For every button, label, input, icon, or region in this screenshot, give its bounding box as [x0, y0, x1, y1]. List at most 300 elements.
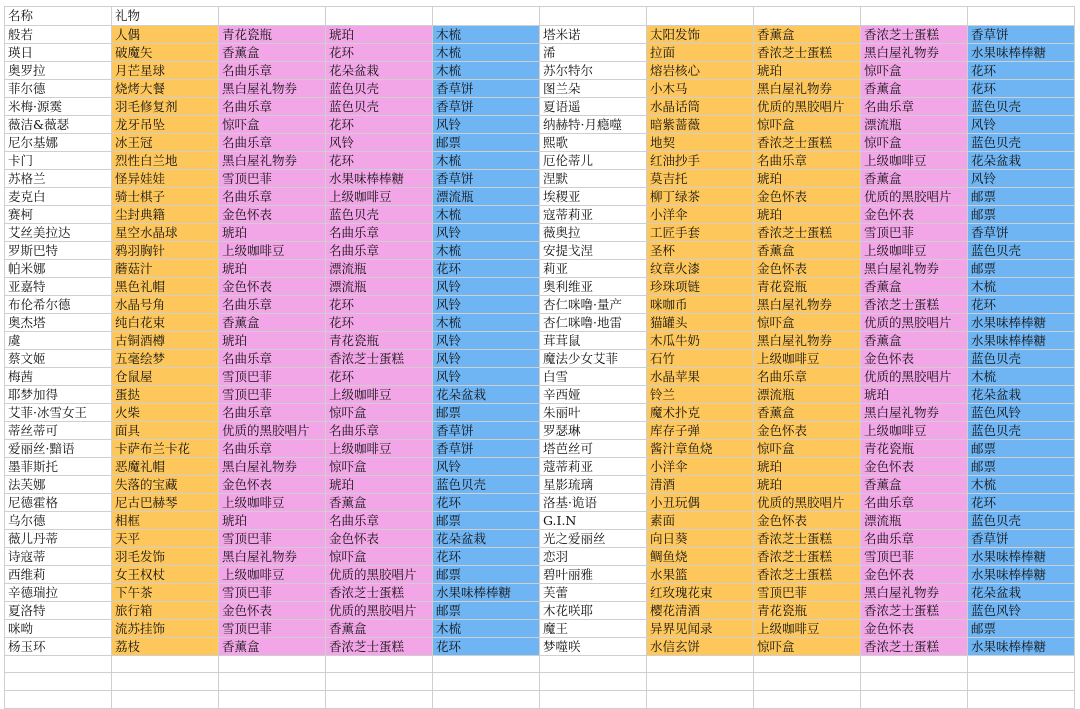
- table-cell[interactable]: 红油抄手: [647, 151, 754, 169]
- empty-cell[interactable]: [647, 673, 754, 691]
- table-cell[interactable]: 雪顶巴菲: [219, 385, 326, 403]
- table-cell[interactable]: 蘑菇汁: [112, 259, 219, 277]
- table-cell[interactable]: 上级咖啡豆: [861, 421, 968, 439]
- table-cell[interactable]: 香浓芝士蛋糕: [754, 43, 861, 61]
- table-cell[interactable]: 石竹: [647, 349, 754, 367]
- table-cell[interactable]: 香浓芝士蛋糕: [754, 547, 861, 565]
- table-cell[interactable]: 金色怀表: [861, 619, 968, 637]
- table-cell[interactable]: 邮票: [433, 511, 540, 529]
- table-cell[interactable]: 墨菲斯托: [5, 457, 112, 475]
- table-cell[interactable]: 莉亚: [540, 259, 647, 277]
- empty-cell[interactable]: [754, 673, 861, 691]
- table-cell[interactable]: 雪顶巴菲: [219, 367, 326, 385]
- empty-cell[interactable]: [112, 691, 219, 709]
- table-cell[interactable]: 上级咖啡豆: [219, 241, 326, 259]
- table-cell[interactable]: 火柴: [112, 403, 219, 421]
- table-cell[interactable]: 卡萨布兰卡花: [112, 439, 219, 457]
- table-cell[interactable]: 夏语遥: [540, 97, 647, 115]
- table-cell[interactable]: 花朵盆栽: [968, 583, 1075, 601]
- table-cell[interactable]: 尼古巴赫琴: [112, 493, 219, 511]
- table-cell[interactable]: 梅茜: [5, 367, 112, 385]
- table-cell[interactable]: 黑白屋礼物券: [861, 403, 968, 421]
- table-cell[interactable]: 失落的宝藏: [112, 475, 219, 493]
- table-cell[interactable]: 木梳: [433, 61, 540, 79]
- table-cell[interactable]: 优质的黑胶唱片: [326, 601, 433, 619]
- table-cell[interactable]: 蓝色贝壳: [326, 205, 433, 223]
- table-cell[interactable]: 木梳: [433, 313, 540, 331]
- header-cell[interactable]: [754, 7, 861, 26]
- table-cell[interactable]: 蓝色风铃: [968, 601, 1075, 619]
- table-cell[interactable]: 金色怀表: [754, 511, 861, 529]
- table-cell[interactable]: 米梅·源霙: [5, 97, 112, 115]
- table-cell[interactable]: 魔术扑克: [647, 403, 754, 421]
- table-cell[interactable]: 花环: [433, 547, 540, 565]
- table-cell[interactable]: 蓝色贝壳: [433, 475, 540, 493]
- table-cell[interactable]: 黑白屋礼物券: [219, 79, 326, 97]
- table-cell[interactable]: 名曲乐章: [326, 241, 433, 259]
- table-cell[interactable]: 樱花清酒: [647, 601, 754, 619]
- table-cell[interactable]: 香草饼: [433, 79, 540, 97]
- table-cell[interactable]: 暗紫蔷薇: [647, 115, 754, 133]
- table-cell[interactable]: 琥珀: [754, 457, 861, 475]
- table-cell[interactable]: 香薰盒: [861, 169, 968, 187]
- table-cell[interactable]: 麦克白: [5, 187, 112, 205]
- table-cell[interactable]: 琥珀: [219, 331, 326, 349]
- table-cell[interactable]: 塔芭丝可: [540, 439, 647, 457]
- table-cell[interactable]: 苏格兰: [5, 169, 112, 187]
- table-cell[interactable]: 香浓芝士蛋糕: [861, 25, 968, 43]
- table-cell[interactable]: 花朵盆栽: [433, 529, 540, 547]
- table-cell[interactable]: 上级咖啡豆: [219, 565, 326, 583]
- table-cell[interactable]: 名曲乐章: [219, 349, 326, 367]
- table-cell[interactable]: 寇蒂莉亚: [540, 205, 647, 223]
- empty-cell[interactable]: [647, 655, 754, 673]
- table-cell[interactable]: 香薰盒: [219, 313, 326, 331]
- table-cell[interactable]: 蔡文姬: [5, 349, 112, 367]
- table-cell[interactable]: 杏仁咪噜·量产: [540, 295, 647, 313]
- table-cell[interactable]: 花朵盆栽: [968, 151, 1075, 169]
- table-cell[interactable]: 罗瑟琳: [540, 421, 647, 439]
- table-cell[interactable]: 黑白屋礼物券: [754, 331, 861, 349]
- table-cell[interactable]: 香薰盒: [754, 25, 861, 43]
- table-cell[interactable]: 冰王冠: [112, 133, 219, 151]
- table-cell[interactable]: 般若: [5, 25, 112, 43]
- table-cell[interactable]: 惊吓盒: [754, 637, 861, 655]
- table-cell[interactable]: 香薰盒: [754, 241, 861, 259]
- table-cell[interactable]: 琥珀: [754, 205, 861, 223]
- table-cell[interactable]: 库存子弹: [647, 421, 754, 439]
- table-cell[interactable]: 涅默: [540, 169, 647, 187]
- table-cell[interactable]: 破魔矢: [112, 43, 219, 61]
- header-cell[interactable]: [861, 7, 968, 26]
- table-cell[interactable]: 水果味棒棒糖: [968, 565, 1075, 583]
- table-cell[interactable]: 香浓芝士蛋糕: [326, 349, 433, 367]
- table-cell[interactable]: 菲尔德: [5, 79, 112, 97]
- table-cell[interactable]: 优质的黑胶唱片: [861, 313, 968, 331]
- table-cell[interactable]: 西维莉: [5, 565, 112, 583]
- table-cell[interactable]: 面具: [112, 421, 219, 439]
- empty-cell[interactable]: [861, 655, 968, 673]
- table-cell[interactable]: 香薰盒: [754, 403, 861, 421]
- table-cell[interactable]: 雪顶巴菲: [861, 547, 968, 565]
- table-cell[interactable]: 金色怀表: [219, 277, 326, 295]
- table-cell[interactable]: 邮票: [433, 565, 540, 583]
- table-cell[interactable]: 花朵盆栽: [326, 61, 433, 79]
- table-cell[interactable]: 水晶号角: [112, 295, 219, 313]
- table-cell[interactable]: 香草饼: [968, 25, 1075, 43]
- table-cell[interactable]: 黑白屋礼物券: [861, 259, 968, 277]
- header-cell[interactable]: [647, 7, 754, 26]
- table-cell[interactable]: 花环: [433, 259, 540, 277]
- table-cell[interactable]: 水晶话筒: [647, 97, 754, 115]
- table-cell[interactable]: 乌尔德: [5, 511, 112, 529]
- table-cell[interactable]: 水果味棒棒糖: [968, 43, 1075, 61]
- table-cell[interactable]: 漂流瓶: [326, 259, 433, 277]
- table-cell[interactable]: 木梳: [968, 475, 1075, 493]
- table-cell[interactable]: 优质的黑胶唱片: [219, 421, 326, 439]
- table-cell[interactable]: 奥杰塔: [5, 313, 112, 331]
- table-cell[interactable]: 邮票: [968, 439, 1075, 457]
- table-cell[interactable]: 卡门: [5, 151, 112, 169]
- table-cell[interactable]: 香草饼: [433, 421, 540, 439]
- table-cell[interactable]: 黑白屋礼物券: [861, 43, 968, 61]
- table-cell[interactable]: 木瓜牛奶: [647, 331, 754, 349]
- table-cell[interactable]: 琥珀: [326, 25, 433, 43]
- table-cell[interactable]: 名曲乐章: [861, 529, 968, 547]
- table-cell[interactable]: 咪呦: [5, 619, 112, 637]
- table-cell[interactable]: 纹章火漆: [647, 259, 754, 277]
- table-cell[interactable]: 雪顶巴菲: [219, 169, 326, 187]
- table-cell[interactable]: 莫吉托: [647, 169, 754, 187]
- table-cell[interactable]: 琥珀: [861, 385, 968, 403]
- table-cell[interactable]: 惊吓盒: [326, 403, 433, 421]
- table-cell[interactable]: 名曲乐章: [219, 97, 326, 115]
- table-cell[interactable]: 邮票: [968, 187, 1075, 205]
- table-cell[interactable]: 圣杯: [647, 241, 754, 259]
- table-cell[interactable]: 香浓芝士蛋糕: [861, 295, 968, 313]
- table-cell[interactable]: 金色怀表: [754, 187, 861, 205]
- table-cell[interactable]: 木梳: [433, 151, 540, 169]
- table-cell[interactable]: 布伦希尔德: [5, 295, 112, 313]
- table-cell[interactable]: 古铜酒樽: [112, 331, 219, 349]
- table-cell[interactable]: 木梳: [968, 367, 1075, 385]
- table-cell[interactable]: 咪咖币: [647, 295, 754, 313]
- table-cell[interactable]: 鲷鱼烧: [647, 547, 754, 565]
- header-cell[interactable]: [219, 7, 326, 26]
- table-cell[interactable]: 雪顶巴菲: [754, 583, 861, 601]
- table-cell[interactable]: 罗斯巴特: [5, 241, 112, 259]
- empty-cell[interactable]: [754, 691, 861, 709]
- table-cell[interactable]: 邮票: [433, 601, 540, 619]
- empty-cell[interactable]: [861, 691, 968, 709]
- table-cell[interactable]: 蒂丝蒂可: [5, 421, 112, 439]
- empty-cell[interactable]: [647, 691, 754, 709]
- table-cell[interactable]: 蓝色贝壳: [968, 241, 1075, 259]
- table-cell[interactable]: 光之爱丽丝: [540, 529, 647, 547]
- empty-cell[interactable]: [219, 655, 326, 673]
- table-cell[interactable]: 花朵盆栽: [968, 385, 1075, 403]
- table-cell[interactable]: 埃稷亚: [540, 187, 647, 205]
- table-cell[interactable]: 旅行箱: [112, 601, 219, 619]
- table-cell[interactable]: 帕米娜: [5, 259, 112, 277]
- table-cell[interactable]: 花环: [326, 151, 433, 169]
- table-cell[interactable]: 厄伦蒂儿: [540, 151, 647, 169]
- table-cell[interactable]: 素面: [647, 511, 754, 529]
- table-cell[interactable]: 黑白屋礼物券: [219, 457, 326, 475]
- table-cell[interactable]: 诗寇蒂: [5, 547, 112, 565]
- table-cell[interactable]: 香薰盒: [326, 493, 433, 511]
- table-cell[interactable]: 香草饼: [968, 223, 1075, 241]
- table-cell[interactable]: 小洋伞: [647, 457, 754, 475]
- table-cell[interactable]: 辛德瑞拉: [5, 583, 112, 601]
- table-cell[interactable]: 仓鼠屋: [112, 367, 219, 385]
- table-cell[interactable]: 荔枝: [112, 637, 219, 655]
- table-cell[interactable]: 蓝色贝壳: [326, 97, 433, 115]
- table-cell[interactable]: 水果味棒棒糖: [968, 637, 1075, 655]
- table-cell[interactable]: 花环: [968, 79, 1075, 97]
- table-cell[interactable]: 烈性白兰地: [112, 151, 219, 169]
- table-cell[interactable]: 尼尔基娜: [5, 133, 112, 151]
- table-cell[interactable]: 羽毛修复剂: [112, 97, 219, 115]
- table-cell[interactable]: 恶魔礼帽: [112, 457, 219, 475]
- table-cell[interactable]: 香浓芝士蛋糕: [326, 583, 433, 601]
- table-cell[interactable]: 黑白屋礼物券: [219, 151, 326, 169]
- table-cell[interactable]: 花环: [326, 313, 433, 331]
- table-cell[interactable]: 太阳发饰: [647, 25, 754, 43]
- table-cell[interactable]: 熙歌: [540, 133, 647, 151]
- table-cell[interactable]: 人偶: [112, 25, 219, 43]
- table-cell[interactable]: 异界见闻录: [647, 619, 754, 637]
- table-cell[interactable]: 猫罐头: [647, 313, 754, 331]
- table-cell[interactable]: 梦噬咲: [540, 637, 647, 655]
- table-cell[interactable]: 琥珀: [754, 169, 861, 187]
- table-cell[interactable]: 青花瓷瓶: [754, 601, 861, 619]
- header-cell[interactable]: [326, 7, 433, 26]
- table-cell[interactable]: 惊吓盒: [754, 313, 861, 331]
- table-cell[interactable]: 金色怀表: [861, 205, 968, 223]
- table-cell[interactable]: 龙牙吊坠: [112, 115, 219, 133]
- table-cell[interactable]: 邮票: [968, 259, 1075, 277]
- table-cell[interactable]: 艾菲·冰雪女王: [5, 403, 112, 421]
- table-cell[interactable]: 奥罗拉: [5, 61, 112, 79]
- table-cell[interactable]: 洛基·诡语: [540, 493, 647, 511]
- empty-cell[interactable]: [968, 655, 1075, 673]
- table-cell[interactable]: 琥珀: [219, 223, 326, 241]
- table-cell[interactable]: 小木马: [647, 79, 754, 97]
- empty-cell[interactable]: [219, 691, 326, 709]
- table-cell[interactable]: 惊吓盒: [861, 133, 968, 151]
- table-cell[interactable]: 纳赫特·月瘾噬: [540, 115, 647, 133]
- table-cell[interactable]: 优质的黑胶唱片: [754, 97, 861, 115]
- table-cell[interactable]: 雪顶巴菲: [219, 583, 326, 601]
- table-cell[interactable]: 香浓芝士蛋糕: [861, 637, 968, 655]
- table-cell[interactable]: 漂流瓶: [861, 511, 968, 529]
- table-cell[interactable]: 木梳: [433, 619, 540, 637]
- table-cell[interactable]: 水果篮: [647, 565, 754, 583]
- table-cell[interactable]: 木花咲耶: [540, 601, 647, 619]
- table-cell[interactable]: 木梳: [433, 43, 540, 61]
- table-cell[interactable]: 黑白屋礼物券: [219, 547, 326, 565]
- table-cell[interactable]: 名曲乐章: [326, 223, 433, 241]
- table-cell[interactable]: 惊吓盒: [326, 547, 433, 565]
- table-cell[interactable]: 酱汁章鱼烧: [647, 439, 754, 457]
- table-cell[interactable]: 熔岩核心: [647, 61, 754, 79]
- table-cell[interactable]: 名曲乐章: [219, 403, 326, 421]
- table-cell[interactable]: 夏洛特: [5, 601, 112, 619]
- table-cell[interactable]: 漂流瓶: [861, 115, 968, 133]
- table-cell[interactable]: 蛋挞: [112, 385, 219, 403]
- table-cell[interactable]: 雪顶巴菲: [861, 223, 968, 241]
- table-cell[interactable]: 琥珀: [754, 61, 861, 79]
- table-cell[interactable]: 尘封典籍: [112, 205, 219, 223]
- table-cell[interactable]: 虞: [5, 331, 112, 349]
- table-cell[interactable]: 风铃: [433, 349, 540, 367]
- table-cell[interactable]: 花环: [326, 295, 433, 313]
- table-cell[interactable]: 图兰朵: [540, 79, 647, 97]
- table-cell[interactable]: 辛西娅: [540, 385, 647, 403]
- table-cell[interactable]: 优质的黑胶唱片: [861, 187, 968, 205]
- table-cell[interactable]: 琥珀: [326, 475, 433, 493]
- header-cell[interactable]: 礼物: [112, 7, 219, 26]
- table-cell[interactable]: 女王权杖: [112, 565, 219, 583]
- table-cell[interactable]: 香浓芝士蛋糕: [754, 223, 861, 241]
- table-cell[interactable]: 蓝色贝壳: [968, 511, 1075, 529]
- table-cell[interactable]: 金色怀表: [326, 529, 433, 547]
- table-cell[interactable]: 蓝色贝壳: [968, 133, 1075, 151]
- table-cell[interactable]: 金色怀表: [219, 205, 326, 223]
- table-cell[interactable]: 薇儿丹蒂: [5, 529, 112, 547]
- table-cell[interactable]: 香薰盒: [861, 331, 968, 349]
- empty-cell[interactable]: [540, 673, 647, 691]
- table-cell[interactable]: 浠: [540, 43, 647, 61]
- table-cell[interactable]: 邮票: [968, 619, 1075, 637]
- table-cell[interactable]: 苏尔特尔: [540, 61, 647, 79]
- header-cell[interactable]: [540, 7, 647, 26]
- table-cell[interactable]: 雪顶巴菲: [219, 619, 326, 637]
- empty-cell[interactable]: [112, 673, 219, 691]
- table-cell[interactable]: 纯白花束: [112, 313, 219, 331]
- empty-cell[interactable]: [326, 655, 433, 673]
- table-cell[interactable]: 白雪: [540, 367, 647, 385]
- table-cell[interactable]: 青花瓷瓶: [219, 25, 326, 43]
- table-cell[interactable]: 薇奥拉: [540, 223, 647, 241]
- table-cell[interactable]: 上级咖啡豆: [326, 439, 433, 457]
- table-cell[interactable]: 水果味棒棒糖: [968, 547, 1075, 565]
- table-cell[interactable]: 杏仁咪噜·地雷: [540, 313, 647, 331]
- table-cell[interactable]: 木梳: [433, 25, 540, 43]
- table-cell[interactable]: 黑白屋礼物券: [861, 583, 968, 601]
- table-cell[interactable]: 香浓芝士蛋糕: [326, 637, 433, 655]
- table-cell[interactable]: 水果味棒棒糖: [968, 331, 1075, 349]
- table-cell[interactable]: 柳丁绿茶: [647, 187, 754, 205]
- table-cell[interactable]: 木梳: [968, 277, 1075, 295]
- table-cell[interactable]: 花环: [326, 115, 433, 133]
- table-cell[interactable]: 向日葵: [647, 529, 754, 547]
- table-cell[interactable]: 金色怀表: [861, 565, 968, 583]
- table-cell[interactable]: 怪异娃娃: [112, 169, 219, 187]
- table-cell[interactable]: 香薰盒: [326, 619, 433, 637]
- empty-cell[interactable]: [326, 673, 433, 691]
- table-cell[interactable]: 月芒星球: [112, 61, 219, 79]
- table-cell[interactable]: 上级咖啡豆: [219, 493, 326, 511]
- table-cell[interactable]: 优质的黑胶唱片: [754, 493, 861, 511]
- table-cell[interactable]: 香薰盒: [861, 475, 968, 493]
- table-cell[interactable]: 香薰盒: [219, 43, 326, 61]
- table-cell[interactable]: 艾丝美拉达: [5, 223, 112, 241]
- table-cell[interactable]: 香草饼: [433, 97, 540, 115]
- table-cell[interactable]: 茸茸鼠: [540, 331, 647, 349]
- table-cell[interactable]: 黑白屋礼物券: [754, 79, 861, 97]
- table-cell[interactable]: 金色怀表: [861, 457, 968, 475]
- header-cell[interactable]: [968, 7, 1075, 26]
- table-cell[interactable]: 塔米诺: [540, 25, 647, 43]
- table-cell[interactable]: 蓝色贝壳: [968, 97, 1075, 115]
- table-cell[interactable]: 地契: [647, 133, 754, 151]
- table-cell[interactable]: 金色怀表: [861, 349, 968, 367]
- table-cell[interactable]: 拉面: [647, 43, 754, 61]
- table-cell[interactable]: 奥利维亚: [540, 277, 647, 295]
- table-cell[interactable]: 木梳: [433, 205, 540, 223]
- table-cell[interactable]: 水果味棒棒糖: [433, 583, 540, 601]
- table-cell[interactable]: 天平: [112, 529, 219, 547]
- empty-cell[interactable]: [968, 691, 1075, 709]
- table-cell[interactable]: 法芙娜: [5, 475, 112, 493]
- table-cell[interactable]: 蓝色贝壳: [968, 349, 1075, 367]
- table-cell[interactable]: 香薰盒: [861, 277, 968, 295]
- table-cell[interactable]: 金色怀表: [219, 601, 326, 619]
- table-cell[interactable]: 杨玉环: [5, 637, 112, 655]
- table-cell[interactable]: 水信玄饼: [647, 637, 754, 655]
- table-cell[interactable]: 亚嘉特: [5, 277, 112, 295]
- table-cell[interactable]: 鸦羽胸针: [112, 241, 219, 259]
- table-cell[interactable]: 星空水晶球: [112, 223, 219, 241]
- table-cell[interactable]: 漂流瓶: [433, 187, 540, 205]
- table-cell[interactable]: 风铃: [433, 115, 540, 133]
- empty-cell[interactable]: [861, 673, 968, 691]
- empty-cell[interactable]: [540, 691, 647, 709]
- table-cell[interactable]: 铃兰: [647, 385, 754, 403]
- empty-cell[interactable]: [219, 673, 326, 691]
- table-cell[interactable]: 花环: [326, 367, 433, 385]
- table-cell[interactable]: 香草饼: [433, 439, 540, 457]
- table-cell[interactable]: 名曲乐章: [219, 133, 326, 151]
- table-cell[interactable]: 花环: [968, 61, 1075, 79]
- table-cell[interactable]: 金色怀表: [754, 259, 861, 277]
- table-cell[interactable]: 惊吓盒: [754, 439, 861, 457]
- table-cell[interactable]: 邮票: [433, 403, 540, 421]
- table-cell[interactable]: 相框: [112, 511, 219, 529]
- table-cell[interactable]: 花朵盆栽: [433, 385, 540, 403]
- table-cell[interactable]: 名曲乐章: [219, 187, 326, 205]
- table-cell[interactable]: 瑛日: [5, 43, 112, 61]
- table-cell[interactable]: 邮票: [968, 205, 1075, 223]
- table-cell[interactable]: 香浓芝士蛋糕: [754, 565, 861, 583]
- table-cell[interactable]: 青花瓷瓶: [754, 277, 861, 295]
- table-cell[interactable]: 花环: [433, 637, 540, 655]
- table-cell[interactable]: 风铃: [968, 169, 1075, 187]
- table-cell[interactable]: 琥珀: [219, 511, 326, 529]
- table-cell[interactable]: 风铃: [326, 133, 433, 151]
- table-cell[interactable]: 青花瓷瓶: [861, 439, 968, 457]
- empty-cell[interactable]: [433, 691, 540, 709]
- table-cell[interactable]: 名曲乐章: [219, 295, 326, 313]
- table-cell[interactable]: 邮票: [433, 133, 540, 151]
- table-cell[interactable]: 薇洁&薇瑟: [5, 115, 112, 133]
- table-cell[interactable]: 羽毛发饰: [112, 547, 219, 565]
- table-cell[interactable]: 尼德霍格: [5, 493, 112, 511]
- empty-cell[interactable]: [968, 673, 1075, 691]
- table-cell[interactable]: 蓝色风铃: [968, 403, 1075, 421]
